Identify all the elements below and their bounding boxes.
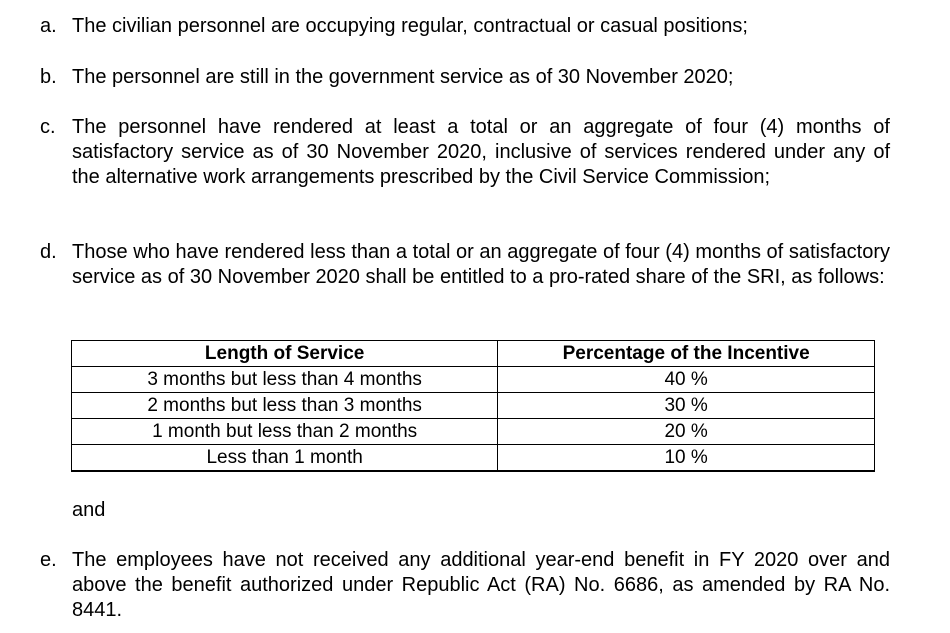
percentage-cell: 20 % [498,419,875,445]
list-item-c [40,115,890,190]
header-length-of-service: Length of Service [72,341,498,367]
length-cell: 3 months but less than 4 months [72,367,498,393]
list-item-a [40,14,890,39]
sri-proration-table [71,340,875,472]
percentage-cell: 10 % [498,445,875,472]
percentage-cell: 40 % [498,367,875,393]
table-row [72,445,875,472]
list-item-text: The employees have not received any additional year-end benefit in FY 2020 over and above the benefit authorized under Republic Act (RA) No. 6686, as amended by RA No. 8441. [72,549,890,621]
list-item-text: The civilian personnel are occupying regular, contractual or casual positions; [72,15,748,37]
list-marker: d. [40,241,57,263]
list-marker: e. [40,549,57,571]
table-row [72,393,875,419]
list-item-d [40,240,890,290]
list-item-text: Those who have rendered less than a total or an aggregate of four (4) months of satisfactory service as of 30 November 2020 shall be entitled to a pro-rated share of the SRI, as follows: [72,241,890,288]
table-header-row [72,341,875,367]
table-row [72,419,875,445]
percentage-cell: 30 % [498,393,875,419]
list-item-e [40,548,890,623]
list-item-b [40,65,890,90]
length-cell: 2 months but less than 3 months [72,393,498,419]
conjunction-text: and [72,499,106,521]
list-item-text: The personnel are still in the government service as of 30 November 2020; [72,66,734,88]
list-item-text: The personnel have rendered at least a total or an aggregate of four (4) months of satisfactory service as of 30 November 2020, inclusive of services rendered under any of the alternative work arrangements prescribed by the Civil Service Commission; [72,116,890,188]
list-marker: b. [40,66,57,88]
header-percentage-of-incentive: Percentage of the Incentive [498,341,875,367]
length-cell: Less than 1 month [72,445,498,472]
list-marker: a. [40,15,57,37]
list-marker: c. [40,116,56,138]
length-cell: 1 month but less than 2 months [72,419,498,445]
table-row [72,367,875,393]
